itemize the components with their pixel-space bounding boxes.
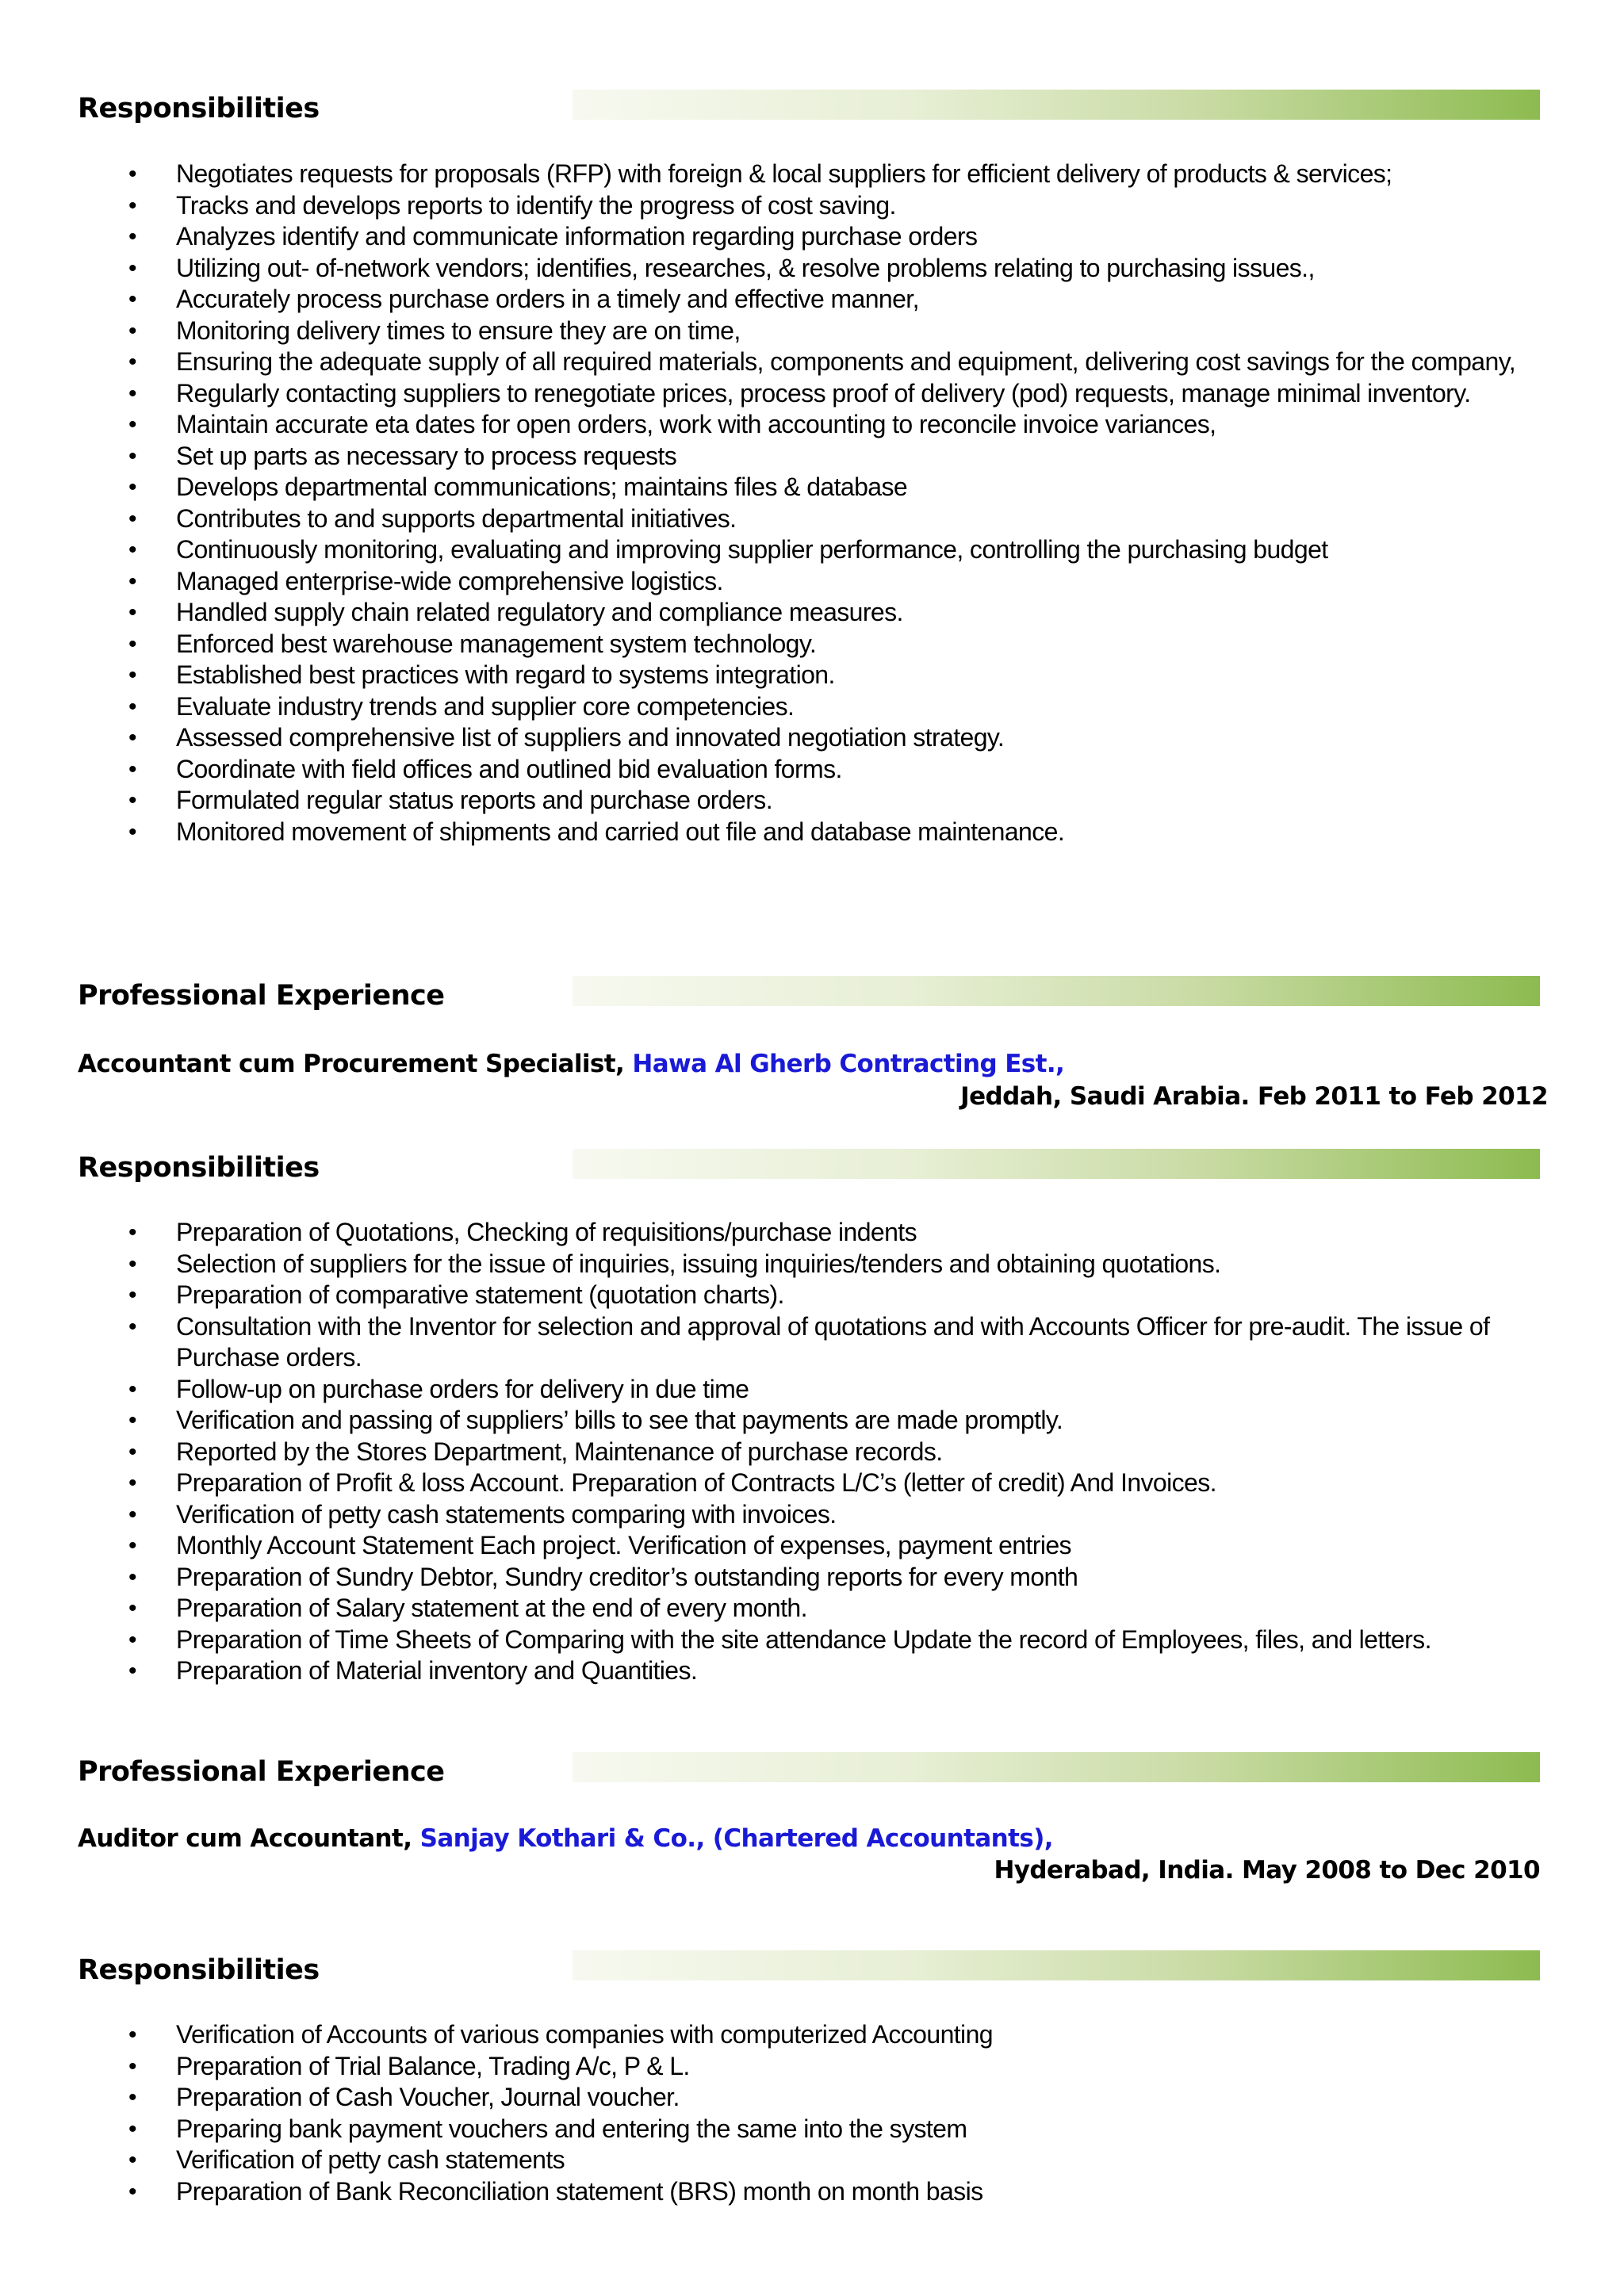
- list-item-text: Utilizing out- of-network vendors; identifies, researches, & resolve problems relating to purchasing issues.,: [176, 253, 1315, 282]
- bullet-icon: •: [128, 1563, 136, 1590]
- list-item: [0, 1405, 1624, 1437]
- bullet-icon: •: [128, 818, 136, 845]
- list-item-text: Analyzes identify and communicate information regarding purchase orders: [176, 222, 978, 251]
- heading-decor-bar: [573, 1149, 1540, 1179]
- list-item-text: Preparation of comparative statement (quotation charts).: [176, 1280, 784, 1309]
- bullet-icon: •: [128, 224, 136, 250]
- bullet-icon: •: [128, 2084, 136, 2110]
- list-item: [0, 754, 1624, 786]
- list-item: [0, 2051, 1624, 2083]
- list-item-text: Preparation of Sundry Debtor, Sundry creditor’s outstanding reports for every month: [176, 1562, 1078, 1591]
- list-item: [0, 2114, 1624, 2145]
- list-item-text: Handled supply chain related regulatory and compliance measures.: [176, 598, 903, 626]
- list-item-text: Established best practices with regard to systems integration.: [176, 660, 835, 689]
- list-item-text: Regularly contacting suppliers to renegotiate prices, process proof of delivery (pod) requests, manage minimal inventory.: [176, 378, 1471, 408]
- list-item-text: Preparation of Time Sheets of Comparing with the site attendance Update the record of Employees, files, and letters.: [176, 1624, 1431, 1654]
- list-item: [0, 284, 1624, 316]
- bullet-icon: •: [128, 1595, 136, 1621]
- list-item-text: Verification and passing of suppliers’ bills to see that payments are made promptly.: [176, 1406, 1063, 1434]
- list-item: [0, 691, 1624, 723]
- list-item: [0, 722, 1624, 754]
- list-item: [0, 2019, 1624, 2051]
- bullet-icon: •: [128, 1626, 136, 1653]
- bullet-icon: •: [128, 787, 136, 813]
- bullet-icon: •: [128, 380, 136, 407]
- company-name: Sanjay Kothari & Co., (Chartered Accountants),: [419, 1824, 1053, 1853]
- list-item: [0, 1374, 1624, 1406]
- heading-decor-bar: [573, 976, 1540, 1006]
- bullet-icon: •: [128, 1658, 136, 1684]
- list-item: [0, 253, 1624, 285]
- section-heading-professional-experience-1: Professional Experience: [78, 980, 445, 1012]
- list-item: [0, 817, 1624, 848]
- list-item-text: Reported by the Stores Department, Maintenance of purchase records.: [176, 1437, 943, 1466]
- bullet-icon: •: [128, 442, 136, 469]
- bullet-icon: •: [128, 1470, 136, 1496]
- list-item: [0, 1499, 1624, 1531]
- responsibilities-list-3: [0, 2019, 1624, 2207]
- bullet-icon: •: [128, 1501, 136, 1528]
- bullet-icon: •: [128, 2115, 136, 2142]
- section-heading-responsibilities-3: Responsibilities: [78, 1954, 320, 1986]
- bullet-icon: •: [128, 1407, 136, 1433]
- list-item: [0, 472, 1624, 503]
- list-item: [0, 1311, 1624, 1374]
- list-item: [0, 378, 1624, 410]
- list-item: [0, 1249, 1624, 1280]
- bullet-icon: •: [128, 349, 136, 375]
- bullet-icon: •: [128, 1438, 136, 1465]
- list-item-text: Managed enterprise-wide comprehensive logistics.: [176, 566, 723, 595]
- list-item-text: Consultation with the Inventor for selection and approval of quotations and with Accounts Officer for pre-audit. The issue of Purchase orders.: [176, 1311, 1490, 1372]
- list-item-text: Preparation of Bank Reconciliation statement (BRS) month on month basis: [176, 2176, 983, 2206]
- list-item-text: Follow-up on purchase orders for delivery in due time: [176, 1374, 749, 1403]
- list-item: [0, 503, 1624, 535]
- job-title-line-2: [78, 1822, 1053, 1855]
- list-item-text: Develops departmental communications; maintains files & database: [176, 473, 908, 501]
- list-item-text: Ensuring the adequate supply of all required materials, components and equipment, delivering cost savings for the company,: [176, 347, 1516, 376]
- list-item: [0, 159, 1624, 190]
- bullet-icon: •: [128, 411, 136, 438]
- bullet-icon: •: [128, 254, 136, 281]
- list-item: [0, 597, 1624, 629]
- job-title-line-1: [78, 1047, 1064, 1081]
- list-item-text: Preparation of Profit & loss Account. Preparation of Contracts L/C’s (letter of credit) And Invoices.: [176, 1468, 1216, 1497]
- list-item: [0, 785, 1624, 817]
- bullet-icon: •: [128, 2022, 136, 2048]
- list-item-text: Maintain accurate eta dates for open orders, work with accounting to reconcile invoice variances,: [176, 410, 1216, 438]
- list-item: [0, 221, 1624, 253]
- list-item: [0, 409, 1624, 441]
- bullet-icon: •: [128, 1219, 136, 1246]
- list-item-text: Set up parts as necessary to process requests: [176, 441, 677, 470]
- list-item-text: Accurately process purchase orders in a timely and effective manner,: [176, 285, 919, 313]
- list-item-text: Verification of petty cash statements: [176, 2145, 565, 2174]
- bullet-icon: •: [128, 537, 136, 563]
- list-item: [0, 2082, 1624, 2114]
- job-title: Accountant cum Procurement Specialist,: [78, 1050, 633, 1078]
- list-item: [0, 346, 1624, 378]
- job-location-date-1: Jeddah, Saudi Arabia. Feb 2011 to Feb 2012: [960, 1082, 1548, 1111]
- bullet-icon: •: [128, 630, 136, 657]
- bullet-icon: •: [128, 505, 136, 532]
- list-item-text: Continuously monitoring, evaluating and improving supplier performance, controlling the purchasing budget: [176, 535, 1328, 564]
- section-heading-professional-experience-2: Professional Experience: [78, 1756, 445, 1788]
- bullet-icon: •: [128, 568, 136, 595]
- section-heading-responsibilities-2: Responsibilities: [78, 1152, 320, 1184]
- list-item: [0, 190, 1624, 222]
- bullet-icon: •: [128, 1313, 136, 1340]
- heading-decor-bar: [573, 90, 1540, 120]
- list-item-text: Preparation of Salary statement at the end of every month.: [176, 1594, 807, 1622]
- company-name: Hawa Al Gherb Contracting Est.,: [632, 1050, 1065, 1078]
- job-location-date-2: Hyderabad, India. May 2008 to Dec 2010: [994, 1856, 1540, 1885]
- heading-decor-bar: [573, 1752, 1540, 1782]
- bullet-icon: •: [128, 1376, 136, 1402]
- list-item: [0, 1562, 1624, 1594]
- list-item: [0, 1280, 1624, 1311]
- responsibilities-list-1: [0, 159, 1624, 848]
- list-item-text: Contributes to and supports departmental initiatives.: [176, 503, 737, 533]
- bullet-icon: •: [128, 725, 136, 751]
- bullet-icon: •: [128, 286, 136, 312]
- list-item-text: Coordinate with field offices and outlined bid evaluation forms.: [176, 754, 842, 783]
- list-item-text: Preparation of Material inventory and Quantities.: [176, 1656, 698, 1685]
- list-item-text: Enforced best warehouse management system technology.: [176, 629, 817, 658]
- bullet-icon: •: [128, 662, 136, 688]
- bullet-icon: •: [128, 2053, 136, 2080]
- list-item: [0, 1655, 1624, 1687]
- list-item-text: Tracks and develops reports to identify the progress of cost saving.: [176, 190, 896, 220]
- list-item-text: Verification of petty cash statements comparing with invoices.: [176, 1499, 837, 1529]
- list-item-text: Evaluate industry trends and supplier core competencies.: [176, 691, 795, 721]
- list-item: [0, 441, 1624, 473]
- list-item-text: Monitored movement of shipments and carried out file and database maintenance.: [176, 817, 1065, 846]
- list-item: [0, 1593, 1624, 1624]
- list-item: [0, 534, 1624, 566]
- list-item: [0, 629, 1624, 660]
- list-item-text: Monitoring delivery times to ensure they are on time,: [176, 316, 741, 345]
- list-item: [0, 1437, 1624, 1468]
- list-item: [0, 1624, 1624, 1656]
- bullet-icon: •: [128, 2147, 136, 2173]
- list-item: [0, 316, 1624, 347]
- bullet-icon: •: [128, 192, 136, 219]
- list-item: [0, 566, 1624, 598]
- list-item-text: Selection of suppliers for the issue of inquiries, issuing inquiries/tenders and obtaining quotations.: [176, 1249, 1221, 1278]
- bullet-icon: •: [128, 161, 136, 187]
- list-item-text: Verification of Accounts of various companies with computerized Accounting: [176, 2020, 993, 2049]
- list-item: [0, 2176, 1624, 2208]
- list-item-text: Assessed comprehensive list of suppliers and innovated negotiation strategy.: [176, 723, 1005, 752]
- list-item: [0, 1468, 1624, 1499]
- list-item-text: Negotiates requests for proposals (RFP) with foreign & local suppliers for efficient delivery of products & services;: [176, 159, 1392, 188]
- list-item-text: Preparation of Quotations, Checking of requisitions/purchase indents: [176, 1218, 917, 1246]
- list-item-text: Preparation of Cash Voucher, Journal voucher.: [176, 2083, 680, 2111]
- heading-decor-bar: [573, 1950, 1540, 1980]
- bullet-icon: •: [128, 693, 136, 720]
- list-item: [0, 2145, 1624, 2176]
- list-item-text: Preparation of Trial Balance, Trading A/c, P & L.: [176, 2051, 690, 2080]
- section-heading-responsibilities-1: Responsibilities: [78, 93, 320, 124]
- list-item-text: Preparing bank payment vouchers and entering the same into the system: [176, 2114, 967, 2143]
- bullet-icon: •: [128, 756, 136, 783]
- responsibilities-list-2: [0, 1217, 1624, 1687]
- bullet-icon: •: [128, 2178, 136, 2205]
- list-item: [0, 660, 1624, 691]
- list-item-text: Monthly Account Statement Each project. Verification of expenses, payment entries: [176, 1531, 1071, 1559]
- bullet-icon: •: [128, 474, 136, 500]
- bullet-icon: •: [128, 317, 136, 344]
- bullet-icon: •: [128, 1282, 136, 1308]
- list-item: [0, 1217, 1624, 1249]
- list-item-text: Formulated regular status reports and purchase orders.: [176, 786, 772, 814]
- job-title: Auditor cum Accountant,: [78, 1824, 420, 1853]
- bullet-icon: •: [128, 599, 136, 626]
- list-item: [0, 1530, 1624, 1562]
- bullet-icon: •: [128, 1533, 136, 1559]
- bullet-icon: •: [128, 1250, 136, 1277]
